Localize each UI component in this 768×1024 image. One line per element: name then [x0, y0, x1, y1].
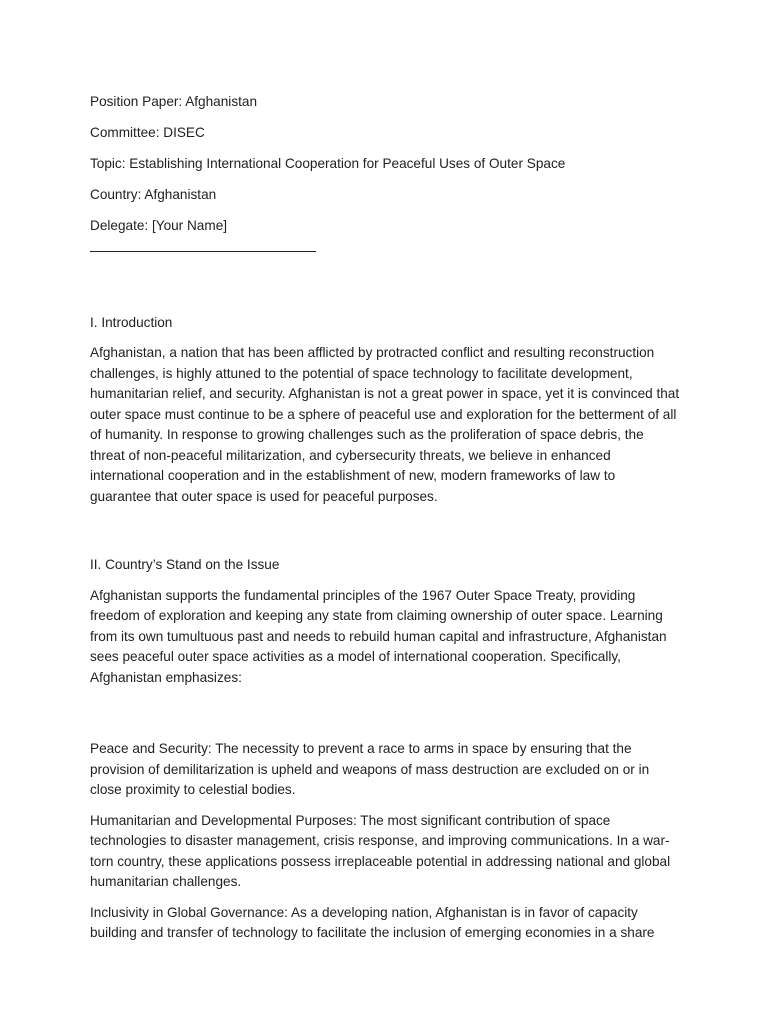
section-heading-country-stand: II. Country’s Stand on the Issue: [90, 557, 280, 572]
document-title: Position Paper: Afghanistan: [90, 94, 258, 109]
point-peace-security: Peace and Security: The necessity to prevent a race to arms in space by ensuring that the provision of demilitarization is upheld and weapons of mass destruction are excluded on or in close proximity to celestial bodies.: [90, 741, 650, 797]
point-inclusivity-governance: Inclusivity in Global Governance: As a developing nation, Afghanistan is in favor of capacity building and transfer of technology to facilitate the inclusion of emerging economies in a share: [90, 904, 655, 940]
country-stand-paragraph: Afghanistan supports the fundamental principles of the 1967 Outer Space Treaty, providing freedom of exploration and keeping any state from claiming ownership of outer space. Learning from its own tumultuous past and needs to rebuild human capital and infrastructure, Afghanistan sees peaceful outer space activities as a model of international cooperation. Specifically, Afghanistan emphasizes:: [90, 587, 667, 685]
paragraph-spacer: [90, 698, 680, 739]
delegate-line: Delegate: [Your Name]: [90, 218, 228, 233]
topic-line: Topic: Establishing International Cooperation for Peaceful Uses of Outer Space: [90, 156, 566, 171]
signature-rule: [90, 237, 680, 268]
document-page: [90, 92, 680, 954]
introduction-paragraph: Afghanistan, a nation that has been afflicted by protracted conflict and resulting reconstruction challenges, is highly attuned to the potential of space technology to facilitate development, humanitarian relief, and security. Afghanistan is not a great power in space, yet it is convinced that outer space must continue to be a sphere of peaceful use and exploration for the betterment of all of humanity. In response to growing challenges such as the proliferation of space debris, the threat of non-peaceful militarization, and cybersecurity threats, we believe in enhanced international cooperation and in the establishment of new, modern frameworks of law to guarantee that outer space is used for peaceful purposes.: [90, 345, 680, 504]
committee-line: Committee: DISEC: [90, 125, 205, 140]
point-humanitarian-development: Humanitarian and Developmental Purposes: The most significant contribution of space technologies to disaster management, crisis response, and improving communications. In a war-torn country, these applications possess irreplaceable potential in addressing national and global humanitarian challenges.: [90, 812, 671, 889]
section-heading-introduction: I. Introduction: [90, 314, 173, 330]
country-line: Country: Afghanistan: [90, 187, 217, 202]
